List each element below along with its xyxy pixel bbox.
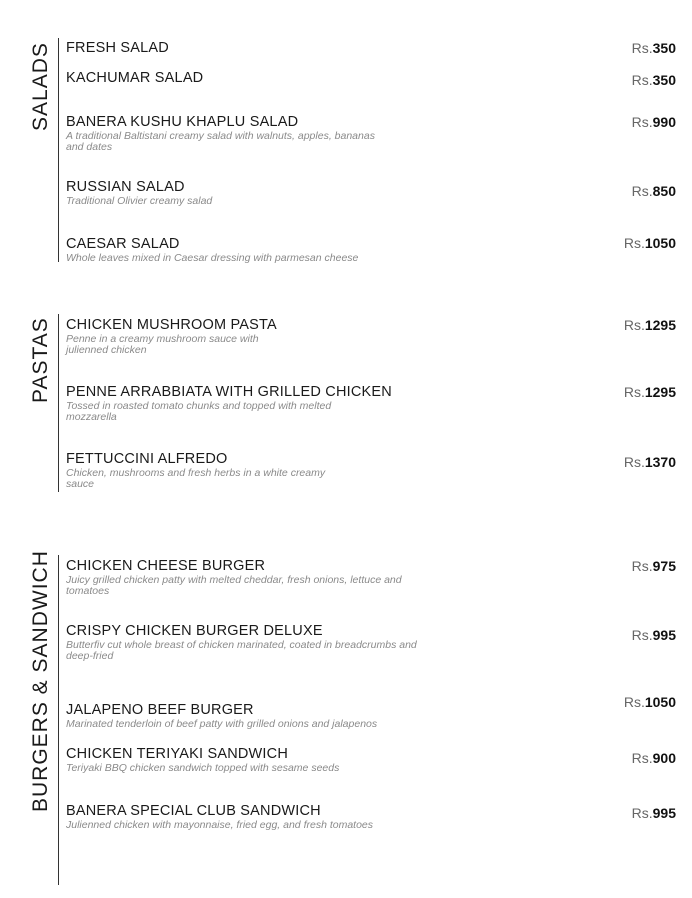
menu-item [66,694,676,730]
price-value: 350 [652,72,676,88]
currency-label: Rs. [631,40,653,56]
item-price [632,40,676,57]
item-price [632,72,676,89]
item-name: JALAPENO BEEF BURGER [66,702,254,718]
price-value: 1295 [644,384,676,400]
item-name: RUSSIAN SALAD [66,179,185,195]
item-name: CHICKEN MUSHROOM PASTA [66,317,277,333]
price-value: 900 [652,750,676,766]
item-description: Butterfiv cut whole breast of chicken marinated, coated in breadcrumbs and deep-fried [66,639,417,662]
menu-item [66,70,676,87]
item-name: FETTUCCINI ALFREDO [66,451,228,467]
menu-item [66,623,676,662]
menu-item [66,179,676,207]
item-name: FRESH SALAD [66,40,169,56]
currency-label: Rs. [623,317,645,333]
currency-label: Rs. [631,750,653,766]
section-divider [58,314,59,492]
currency-label: Rs. [631,72,653,88]
item-description: Chicken, mushrooms and fresh herbs in a white creamy sauce [66,467,326,490]
item-name: CRISPY CHICKEN BURGER DELUXE [66,623,323,639]
price-value: 975 [652,558,676,574]
section-title-pastas: PASTAS [29,317,52,403]
item-description: Whole leaves mixed in Caesar dressing with parmesan cheese [66,252,359,264]
currency-label: Rs. [631,114,653,130]
currency-label: Rs. [623,694,645,710]
price-value: 995 [652,805,676,821]
item-description: A traditional Baltistani creamy salad with walnuts, apples, bananas and dates [66,130,375,153]
menu-item [66,114,676,153]
menu-item [66,317,676,356]
menu-item [66,384,676,423]
item-description: Teriyaki BBQ chicken sandwich topped with sesame seeds [66,762,340,774]
item-price [624,235,676,252]
currency-label: Rs. [623,384,645,400]
currency-label: Rs. [631,558,653,574]
item-name: CAESAR SALAD [66,236,180,252]
section-divider [58,38,59,262]
price-value: 850 [652,183,676,199]
price-value: 995 [652,627,676,643]
price-value: 350 [652,40,676,56]
item-price [632,627,676,644]
menu-item [66,236,676,264]
item-price [632,805,676,822]
item-price [624,454,676,471]
currency-label: Rs. [631,805,653,821]
item-price [624,317,676,334]
price-value: 1370 [644,454,676,470]
item-name: BANERA SPECIAL CLUB SANDWICH [66,803,321,819]
menu-item [66,803,676,831]
price-value: 1050 [644,694,676,710]
item-price [624,694,676,711]
price-value: 1050 [644,235,676,251]
price-value: 990 [652,114,676,130]
item-price [632,750,676,767]
item-description: Julienned chicken with mayonnaise, fried egg, and fresh tomatoes [66,819,374,831]
currency-label: Rs. [631,627,653,643]
section-title-salads: SALADS [29,42,52,131]
item-name: KACHUMAR SALAD [66,70,204,86]
menu-item [66,558,676,597]
item-price [632,114,676,131]
item-price [624,384,676,401]
item-description: Penne in a creamy mushroom sauce with julienned chicken [66,333,259,356]
item-description: Tossed in roasted tomato chunks and topped with melted mozzarella [66,400,332,423]
item-name: PENNE ARRABBIATA WITH GRILLED CHICKEN [66,384,392,400]
section-title-burgers-sandwich: BURGERS & SANDWICH [29,550,52,812]
price-value: 1295 [644,317,676,333]
item-name: BANERA KUSHU KHAPLU SALAD [66,114,299,130]
item-price [632,558,676,575]
item-name: CHICKEN TERIYAKI SANDWICH [66,746,288,762]
item-name: CHICKEN CHEESE BURGER [66,558,266,574]
item-price [632,183,676,200]
currency-label: Rs. [631,183,653,199]
item-description: Juicy grilled chicken patty with melted cheddar, fresh onions, lettuce and tomatoes [66,574,402,597]
item-description: Traditional Olivier creamy salad [66,195,213,207]
menu-item [66,746,676,774]
currency-label: Rs. [623,235,645,251]
item-description: Marinated tenderloin of beef patty with grilled onions and jalapenos [66,718,378,730]
section-divider [58,555,59,885]
menu-item [66,40,676,57]
currency-label: Rs. [623,454,645,470]
menu-item [66,451,676,490]
